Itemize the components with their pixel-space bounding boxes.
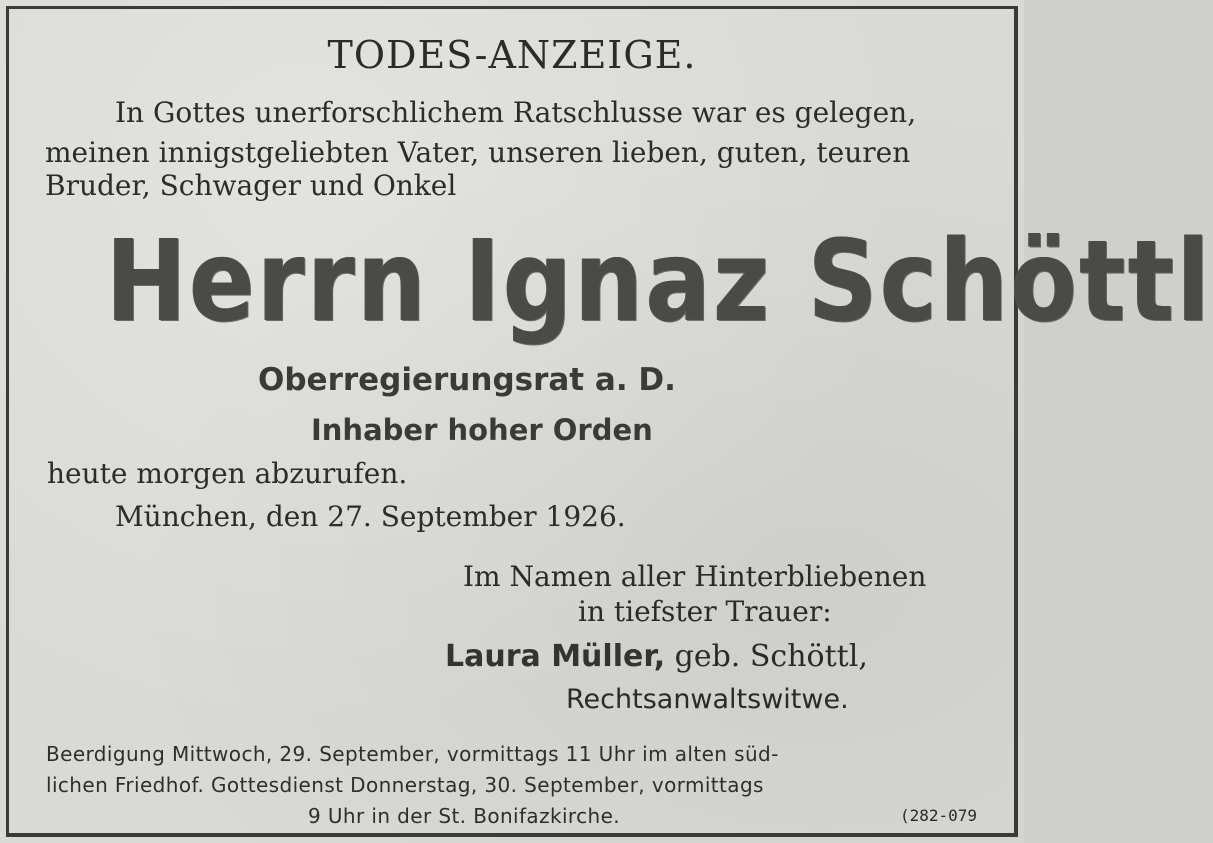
deceased-orders: Inhaber hoher Orden [311,413,653,447]
signer-name: Laura Müller, [445,639,666,674]
deceased-name: Herrn Ignaz Schöttl [106,217,1213,347]
deceased-rank: Oberregierungsrat a. D. [258,362,676,398]
signer [445,639,868,674]
mourners-line-2: in tiefster Trauer: [578,595,832,628]
recall-line: heute morgen abzurufen. [47,457,408,490]
burial-line-3: 9 Uhr in der St. Bonifazkirche. [308,804,621,828]
signer-title: Rechtsanwaltswitwe. [566,684,849,715]
burial-line-1: Beerdigung Mittwoch, 29. September, vormittags 11 Uhr im alten süd- [46,742,779,766]
notice-title: TODES-ANZEIGE. [327,33,697,77]
intro-line-2: meinen innigstgeliebten Vater, unseren lieben, guten, teuren [45,136,911,169]
intro-line-1: In Gottes unerforschlichem Ratschlusse war es gelegen, [115,96,917,129]
place-date: München, den 27. September 1926. [115,500,626,533]
intro-line-3: Bruder, Schwager und Onkel [45,169,457,202]
burial-line-2: lichen Friedhof. Gottesdienst Donnerstag, 30. September, vormittags [46,773,764,797]
signer-maiden-name: geb. Schöttl, [665,639,868,674]
mourners-line-1: Im Namen aller Hinterbliebenen [463,560,927,593]
reference-number: (282-079 [900,806,978,825]
